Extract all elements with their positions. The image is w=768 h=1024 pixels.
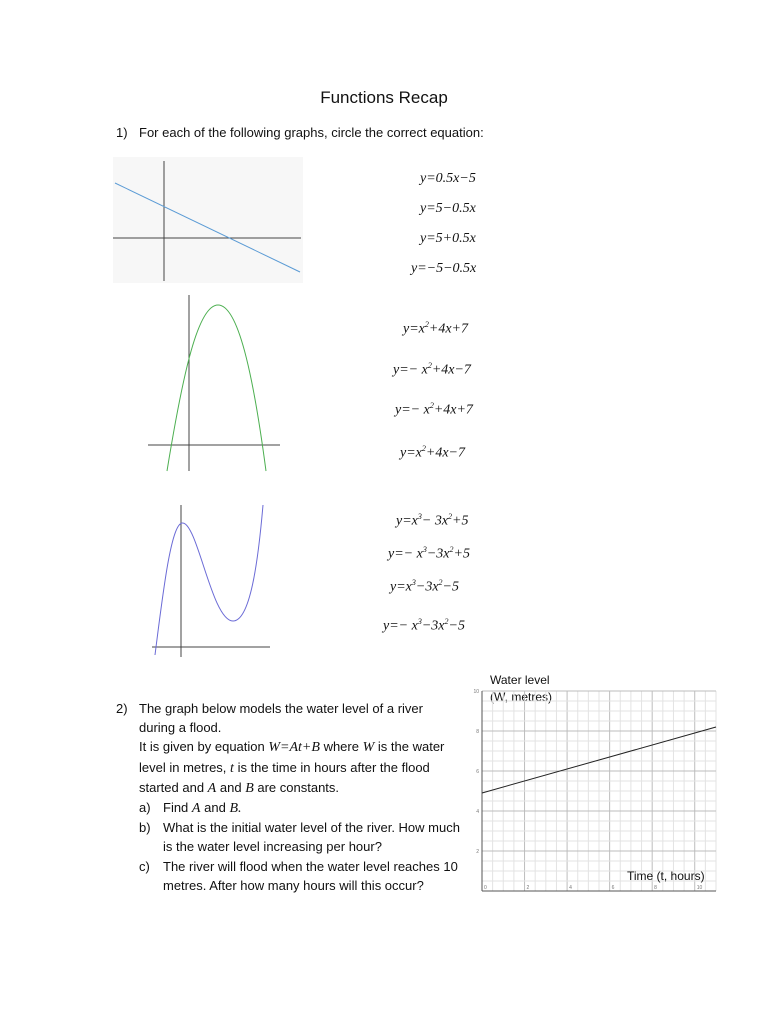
- question-2-intro: 2) The graph below models the water level of a river during a flood. It is given by equation W=At+B where W is the water level in metres, t is the time in hours after the flood started and A and B are constants.: [116, 701, 445, 796]
- graph-1-option-4[interactable]: y=−5−0.5x: [411, 261, 477, 276]
- question-2a: a) Find A and B.: [139, 800, 242, 817]
- question-2b: b) What is the initial water level of the river. How much is the water level increasing per hour?: [139, 820, 460, 855]
- x-tick-label: 0: [484, 885, 487, 891]
- x-tick-label: 10: [696, 885, 703, 891]
- question-1-text: For each of the following graphs, circle the correct equation:: [139, 125, 484, 140]
- graph-1-linear: [113, 157, 303, 283]
- x-tick-label: 8: [654, 885, 657, 891]
- y-tick-label: 8: [476, 729, 479, 735]
- graph-1-option-2[interactable]: y=5−0.5x: [420, 201, 476, 216]
- x-tick-label: 4: [569, 885, 572, 891]
- y-tick-label: 2: [476, 849, 479, 855]
- x-tick-label: 2: [526, 885, 530, 891]
- graph-3-option-2[interactable]: $y=- x^3-3x^2+5$: [388, 545, 470, 562]
- water-equation: W=At+B: [268, 740, 320, 756]
- graph-3-option-3[interactable]: $y=x^3-3x^2-5$: [390, 578, 459, 595]
- graph-2-option-3[interactable]: $y=- x^2+4x+7$: [395, 401, 473, 418]
- graph-3-option-4[interactable]: $y=- x^3-3x^2-5$: [383, 617, 465, 634]
- question-2: [116, 699, 461, 895]
- graph-3-option-1[interactable]: $y=x^3- 3x^2+5$: [396, 512, 469, 529]
- graph-3-cubic: [150, 503, 272, 659]
- graph-1-option-3[interactable]: y=5+0.5x: [420, 231, 476, 246]
- graph-1-option-1[interactable]: y=0.5x−5: [420, 171, 476, 186]
- chart-x-axis-label: Time (t, hours): [627, 869, 705, 883]
- graph-2-option-4[interactable]: $y=x^2+4x-7$: [400, 444, 465, 461]
- x-tick-label: 6: [611, 885, 615, 891]
- graph-2-option-2[interactable]: $y=- x^2+4x-7$: [393, 361, 471, 378]
- question-2c: c) The river will flood when the water level reaches 10 metres. After how many hours will this occur?: [139, 858, 458, 893]
- y-tick-label: 4: [476, 809, 479, 815]
- graph-2-option-1[interactable]: $y=x^2+4x+7$: [403, 320, 468, 337]
- chart-y-axis-label: Water level (W, metres): [490, 673, 552, 704]
- graph-2-quadratic: [148, 293, 283, 473]
- question-2-number: 2): [116, 701, 128, 716]
- page-title: Functions Recap: [320, 88, 448, 107]
- y-tick-label: 6: [476, 769, 479, 775]
- question-1-number: 1): [116, 125, 128, 140]
- y-tick-label: 10: [473, 689, 479, 695]
- question-1-prompt: [116, 125, 484, 140]
- water-level-chart: [472, 686, 718, 898]
